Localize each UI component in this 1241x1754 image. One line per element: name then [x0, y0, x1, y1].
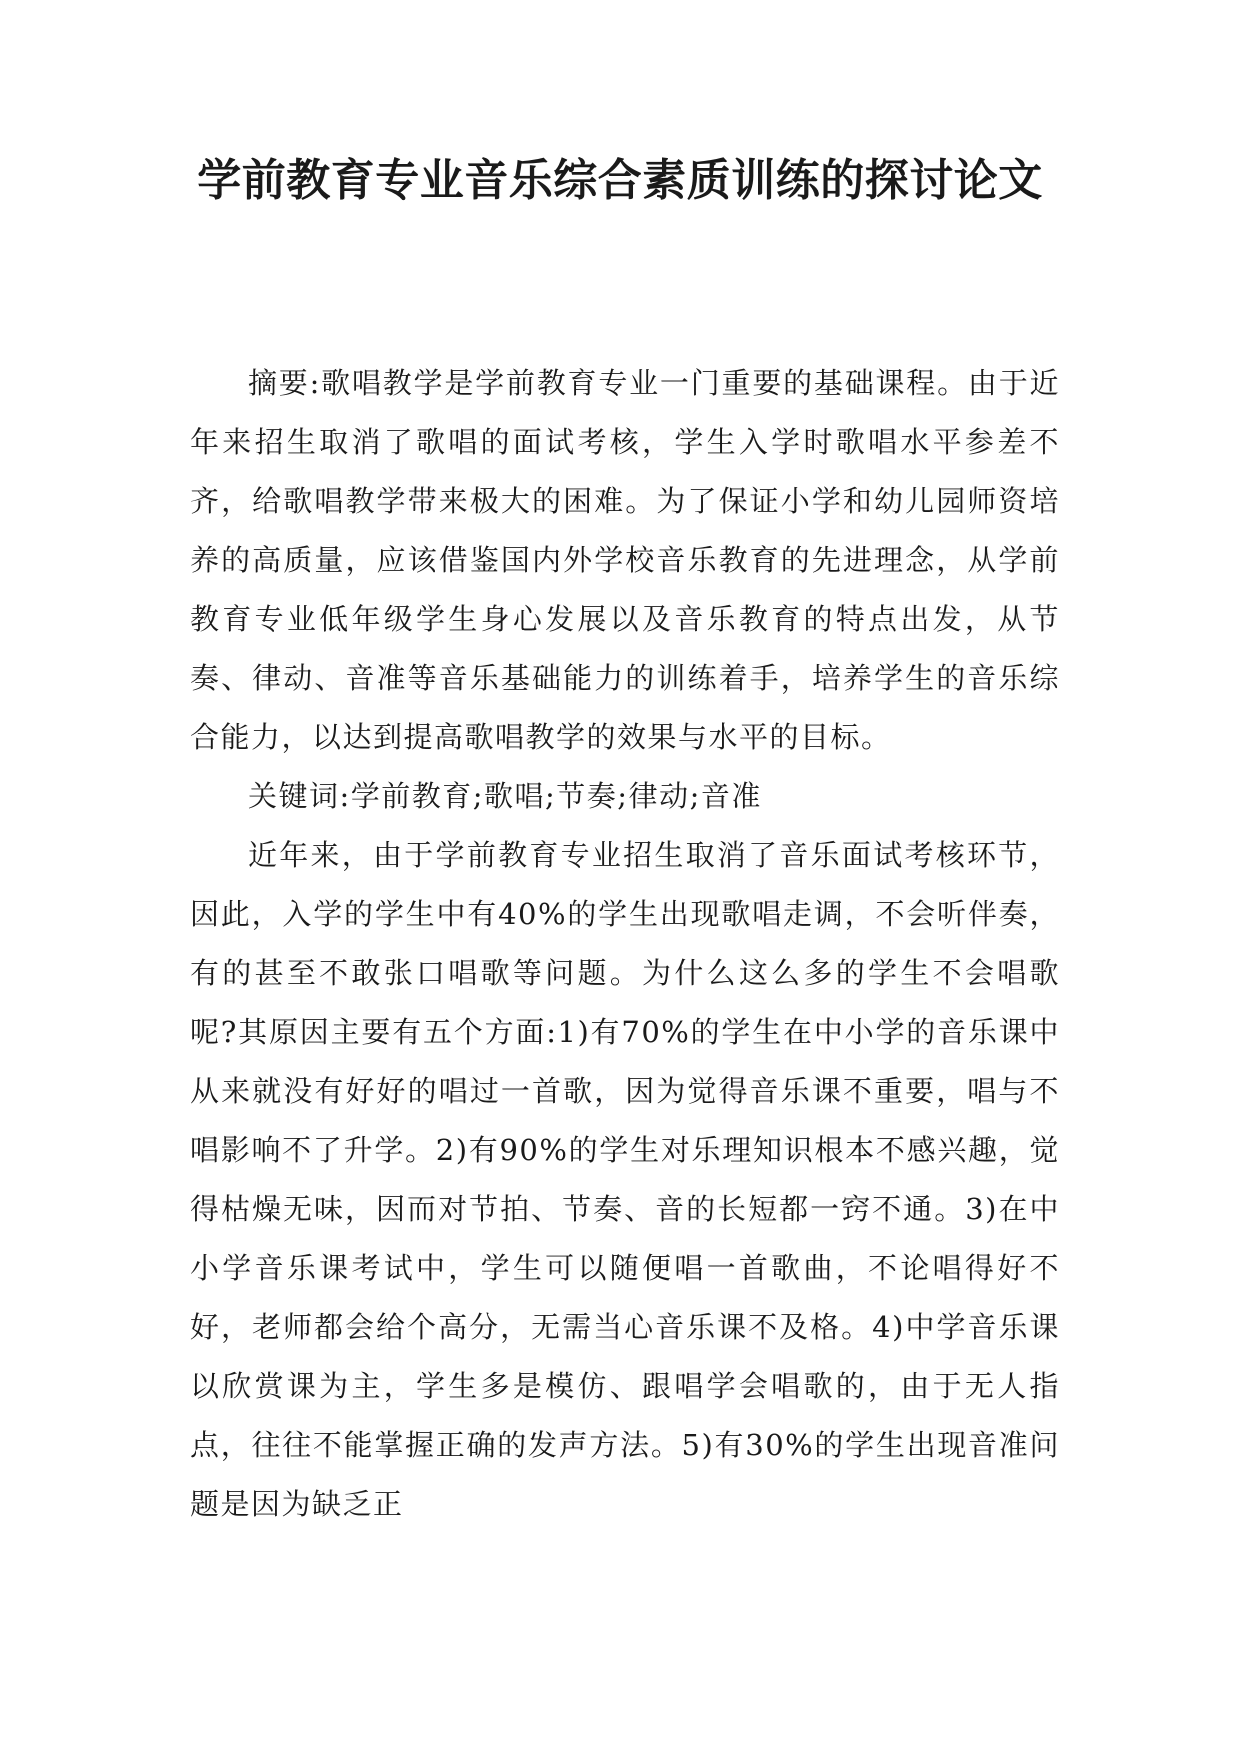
- abstract-paragraph: 摘要:歌唱教学是学前教育专业一门重要的基础课程。由于近年来招生取消了歌唱的面试考核，学生入学时歌唱水平参差不齐，给歌唱教学带来极大的困难。为了保证小学和幼儿园师资培养的高质量，应该借鉴国内外学校音乐教育的先进理念，从学前教育专业低年级学生身心发展以及音乐教育的特点出发，从节奏、律动、音准等音乐基础能力的训练着手，培养学生的音乐综合能力，以达到提高歌唱教学的效果与水平的目标。: [190, 366, 1060, 754]
- document-body: [190, 354, 1060, 1534]
- intro-paragraph: 近年来，由于学前教育专业招生取消了音乐面试考核环节，因此，入学的学生中有40%的学生出现歌唱走调，不会听伴奏，有的甚至不敢张口唱歌等问题。为什么这么多的学生不会唱歌呢?其原因主要有五个方面:1)有70%的学生在中小学的音乐课中从来就没有好好的唱过一首歌，因为觉得音乐课不重要，唱与不唱影响不了升学。2)有90%的学生对乐理知识根本不感兴趣，觉得枯燥无味，因而对节拍、节奏、音的长短都一窍不通。3)在中小学音乐课考试中，学生可以随便唱一首歌曲，不论唱得好不好，老师都会给个高分，无需当心音乐课不及格。4)中学音乐课以欣赏课为主，学生多是模仿、跟唱学会唱歌的，由于无人指点，往往不能掌握正确的发声方法。5)有30%的学生出现音准问题是因为缺乏正: [190, 838, 1060, 1521]
- keywords-paragraph: 关键词:学前教育;歌唱;节奏;律动;音准: [248, 779, 762, 813]
- document-title: 学前教育专业音乐综合素质训练的探讨论文: [197, 155, 1043, 206]
